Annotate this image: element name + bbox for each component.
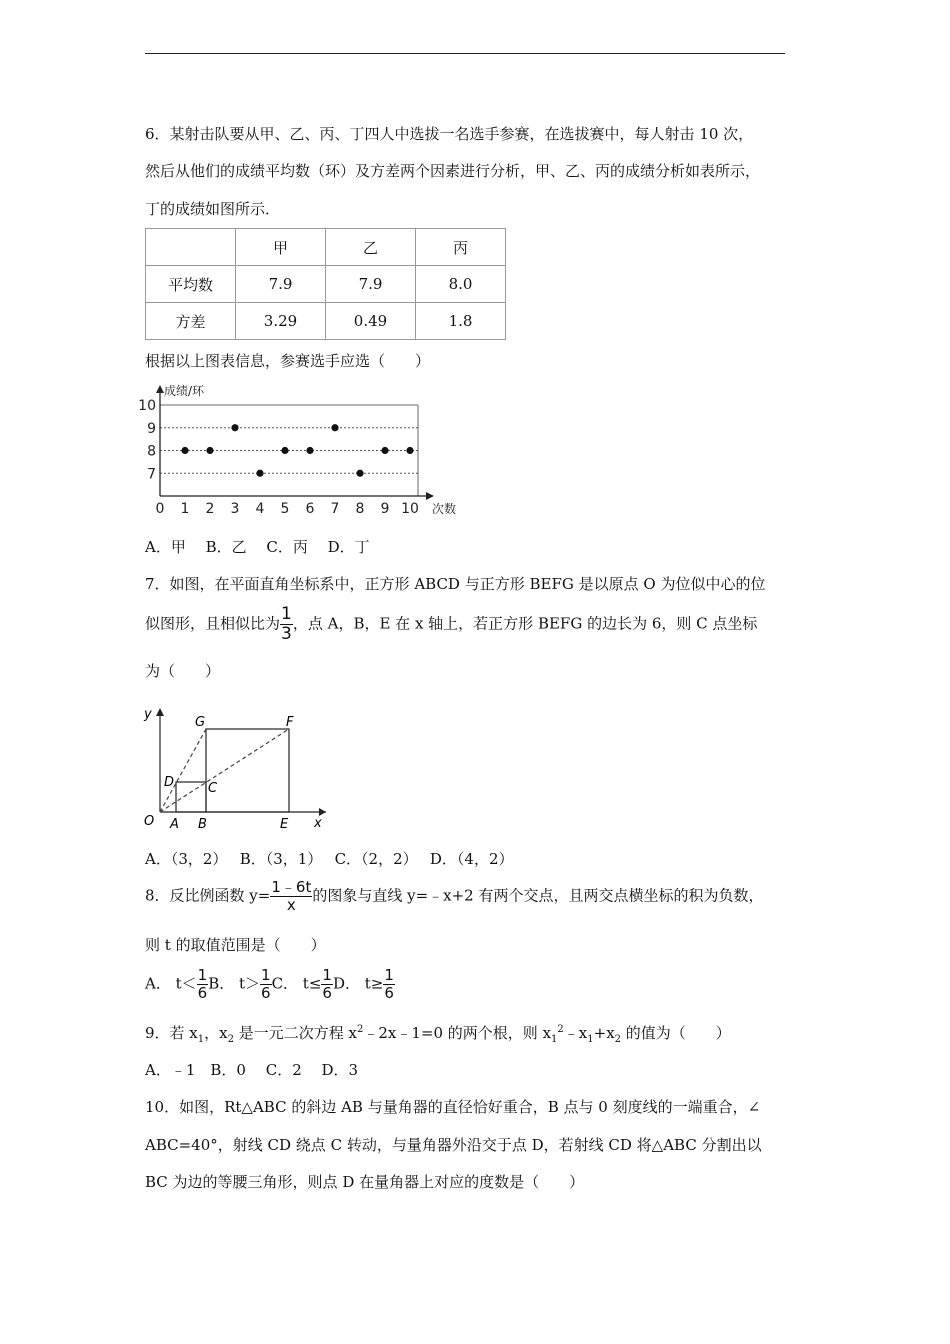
q8-function-fraction xyxy=(270,880,312,913)
chart-data-point xyxy=(406,447,413,454)
q8-option-b: B． t＞ xyxy=(208,974,261,993)
q6-score-table xyxy=(145,228,506,340)
label-g: G xyxy=(195,715,206,730)
chart-data-point xyxy=(331,424,338,431)
q9-text: 的值为（ ） xyxy=(621,1024,731,1042)
square-befg xyxy=(206,729,289,812)
option-fraction xyxy=(197,968,209,1001)
q8-options xyxy=(145,968,395,1001)
chart-y-axis-arrow xyxy=(156,385,164,393)
chart-data-point xyxy=(181,447,188,454)
y-axis-arrow xyxy=(156,708,164,716)
label-a: A xyxy=(170,817,179,832)
q9-subscript: 1 xyxy=(587,1034,594,1045)
table-cell: 7.9 xyxy=(326,266,416,303)
fraction-numerator: 1 xyxy=(322,966,332,984)
q9-text: +x xyxy=(593,1024,615,1042)
q7-line-1: 7．如图，在平面直角坐标系中，正方形 ABCD 与正方形 BEFG 是以原点 O 为位似中心的位 xyxy=(145,575,766,593)
chart-x-tick-label: 5 xyxy=(280,501,290,517)
label-o: O xyxy=(144,814,155,829)
q9-text: ﹣2x﹣1=0 的两个根，则 x xyxy=(363,1024,552,1042)
chart-y-tick-label: 7 xyxy=(147,466,156,483)
option-fraction xyxy=(383,968,395,1001)
q6-options: A．甲 B．乙 C．丙 D．丁 xyxy=(145,538,370,556)
q7-ratio-fraction xyxy=(280,606,293,643)
q6-line-1: 6．某射击队要从甲、乙、丙、丁四人中选拔一名选手参赛，在选拔赛中，每人射击 10 次， xyxy=(145,125,754,143)
q7-options: A．（3，2） B．（3，1） C．（2，2） D．（4，2） xyxy=(145,850,514,868)
q7-line-3: 为（ ） xyxy=(145,662,221,680)
chart-x-tick-label: 1 xyxy=(180,501,190,517)
table-header-cell: 乙 xyxy=(326,229,416,266)
chart-x-tick-label: 9 xyxy=(380,501,390,517)
chart-y-tick-label: 9 xyxy=(147,420,156,437)
q7-line-2-pre: 似图形，且相似比为 xyxy=(145,614,281,633)
q10-line-2: ABC=40°，射线 CD 绕点 C 转动，与量角器外沿交于点 D，若射线 CD 将△ABC 分割出以 xyxy=(145,1136,762,1154)
option-fraction xyxy=(321,968,333,1001)
q9-superscript: 2 xyxy=(557,1024,564,1035)
table-header-cell: 甲 xyxy=(236,229,326,266)
header-rule xyxy=(145,53,785,54)
q9-text: 是一元二次方程 x xyxy=(234,1024,357,1042)
table-header-cell xyxy=(146,229,236,266)
chart-data-point xyxy=(281,447,288,454)
table-cell: 3.29 xyxy=(236,303,326,340)
q10-line-3: BC 为边的等腰三角形，则点 D 在量角器上对应的度数是（ ） xyxy=(145,1173,585,1191)
x-axis-arrow xyxy=(319,808,326,816)
label-d: D xyxy=(164,775,175,790)
fraction-denominator: 6 xyxy=(322,984,332,1002)
q8-option-a: A． t＜ xyxy=(145,974,197,993)
square-abcd xyxy=(176,782,206,812)
fraction-denominator: 6 xyxy=(261,984,271,1002)
chart-data-point xyxy=(381,447,388,454)
q9-subscript: 1 xyxy=(197,1034,205,1045)
q8-option-d: D． t≥ xyxy=(332,974,384,993)
fraction-numerator: 1 xyxy=(384,966,394,984)
q10-line-1: 10．如图，Rt△ABC 的斜边 AB 与量角器的直径恰好重合，B 点与 0 刻度线的一端重合，∠ xyxy=(145,1098,761,1116)
chart-x-tick-label: 2 xyxy=(205,501,215,517)
table-header-row xyxy=(146,229,506,266)
table-cell: 7.9 xyxy=(236,266,326,303)
q9-text: 9．若 x xyxy=(145,1024,198,1042)
chart-y-tick-label: 10 xyxy=(138,398,156,414)
fraction-numerator: 1﹣6t xyxy=(271,878,312,896)
q8-option-c: C． t≤ xyxy=(271,974,322,993)
chart-data-point xyxy=(206,447,213,454)
q9-text: ，x xyxy=(204,1024,228,1042)
table-header-cell: 丙 xyxy=(416,229,506,266)
q6-scatter-chart xyxy=(138,383,468,523)
q7-line-2-post: ，点 A，B，E 在 x 轴上，若正方形 BEFG 的边长为 6，则 C 点坐标 xyxy=(292,614,758,633)
fraction-denominator: 3 xyxy=(281,624,292,644)
chart-x-tick-label: 3 xyxy=(230,501,240,517)
q9-options: A．﹣1 B．0 C．2 D．3 xyxy=(145,1061,359,1079)
q6-line-2: 然后从他们的成绩平均数（环）及方差两个因素进行分析，甲、乙、丙的成绩分析如表所示， xyxy=(145,162,761,180)
q9-subscript: 2 xyxy=(614,1034,622,1045)
table-cell: 8.0 xyxy=(416,266,506,303)
table-cell: 方差 xyxy=(146,303,236,340)
chart-x-tick-label: 10 xyxy=(401,501,419,517)
chart-x-tick-label: 8 xyxy=(355,501,365,517)
chart-x-tick-label: 0 xyxy=(155,501,165,517)
chart-ylabel: 成绩/环 xyxy=(164,384,205,398)
label-y: y xyxy=(144,707,152,722)
chart-data-point xyxy=(256,470,263,477)
label-f: F xyxy=(286,715,294,730)
q8-line-1 xyxy=(145,880,763,913)
chart-data-point xyxy=(231,424,238,431)
fraction-numerator: 1 xyxy=(281,604,292,624)
chart-x-tick-label: 6 xyxy=(305,501,315,517)
table-cell: 0.49 xyxy=(326,303,416,340)
label-b: B xyxy=(198,817,207,832)
q9-subscript: 2 xyxy=(227,1034,234,1045)
chart-x-tick-label: 4 xyxy=(255,501,265,517)
chart-x-axis-arrow xyxy=(426,492,434,500)
fraction-numerator: 1 xyxy=(261,966,271,984)
ray-o-f xyxy=(160,729,289,812)
q8-line-2: 则 t 的取值范围是（ ） xyxy=(145,936,326,954)
chart-data-point xyxy=(306,447,313,454)
fraction-denominator: 6 xyxy=(197,984,208,1002)
q6-question: 根据以上图表信息，参赛选手应选（ ） xyxy=(145,352,431,370)
fraction-numerator: 1 xyxy=(197,966,208,984)
chart-y-tick-label: 8 xyxy=(147,443,156,460)
chart-data-point xyxy=(356,470,363,477)
q8-pre: 8．反比例函数 y= xyxy=(145,886,271,905)
fraction-denominator: 6 xyxy=(384,984,394,1002)
label-e: E xyxy=(280,817,289,832)
q6-line-3: 丁的成绩如图所示． xyxy=(145,200,281,218)
label-c: C xyxy=(208,781,218,796)
q9-text: ﹣x xyxy=(563,1024,588,1042)
label-x: x xyxy=(314,816,322,831)
chart-x-tick-label: 7 xyxy=(330,501,340,517)
q9-subscript: 1 xyxy=(551,1034,558,1045)
q8-post: 的图象与直线 y=﹣x+2 有两个交点，且两交点横坐标的积为负数， xyxy=(312,886,764,905)
ray-o-g xyxy=(160,729,206,812)
q7-line-2 xyxy=(145,606,757,643)
table-row xyxy=(146,266,506,303)
q9-superscript: 2 xyxy=(357,1024,364,1035)
fraction-denominator: x xyxy=(286,896,296,914)
table-cell: 平均数 xyxy=(146,266,236,303)
table-row xyxy=(146,303,506,340)
chart-xlabel: 次数 xyxy=(432,502,457,516)
option-fraction xyxy=(260,968,272,1001)
q9-line-1 xyxy=(145,1022,731,1045)
q7-square-figure xyxy=(138,700,338,832)
table-cell: 1.8 xyxy=(416,303,506,340)
